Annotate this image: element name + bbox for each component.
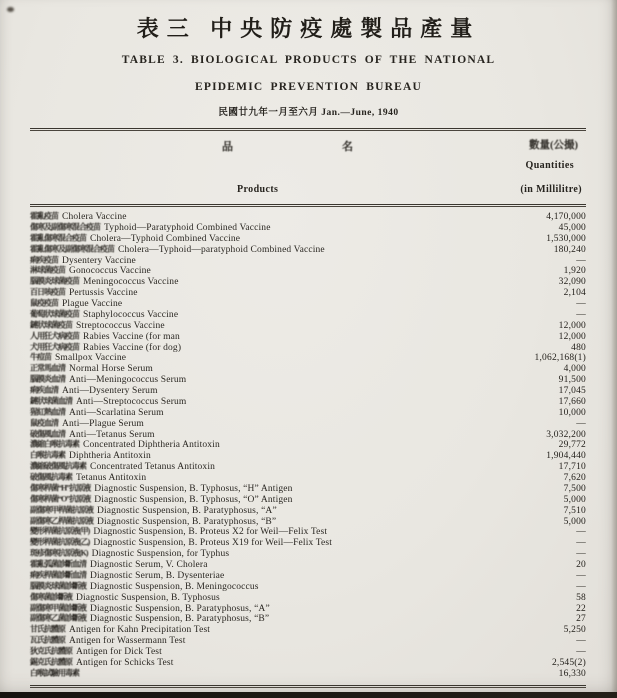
product-name-en: Streptococcus Vaccine bbox=[76, 320, 165, 331]
product-name-en: Anti—Streptococcus Serum bbox=[76, 396, 187, 407]
product-name-en: Diphtheria Antitoxin bbox=[69, 451, 151, 462]
quantity-value: 7,620 bbox=[563, 473, 586, 483]
product-name-en: Diagnostic Suspension, B. Typhosus, “O” Antigen bbox=[94, 494, 293, 505]
product-name-zh: 濃縮破傷風抗毒素 bbox=[30, 461, 86, 471]
quantity-value: 2,545(2) bbox=[551, 657, 586, 668]
product-name-en: Normal Horse Serum bbox=[69, 364, 153, 375]
page-title-en-line2: EPIDEMIC PREVENTION BUREAU bbox=[195, 81, 422, 93]
page-title-en-line1: TABLE 3. BIOLOGICAL PRODUCTS OF THE NATIONAL bbox=[121, 54, 496, 66]
product-name-zh: 傷寒桿菌“H”抗原液 bbox=[30, 483, 91, 493]
product-name-zh: 葡萄狀球菌疫苗 bbox=[30, 309, 79, 319]
product-name-en: Concentrated Tetanus Antitoxin bbox=[90, 462, 216, 473]
quantity-value: 1,904,440 bbox=[546, 451, 586, 462]
product-name-zh: 狄克氏抗體原 bbox=[30, 646, 72, 656]
table-row bbox=[30, 397, 586, 408]
quantity-value: 2,104 bbox=[563, 288, 586, 299]
table-row bbox=[30, 277, 586, 288]
table-row bbox=[30, 593, 586, 604]
product-name-en: Cholera—Typhoid Combined Vaccine bbox=[90, 233, 241, 244]
table-row bbox=[30, 364, 586, 375]
product-name-zh: 傷寒及副傷寒混合疫苗 bbox=[30, 222, 100, 232]
product-name-zh: 百日咳疫苗 bbox=[30, 287, 65, 297]
table-row bbox=[30, 538, 586, 549]
product-name-en: Antigen for Wassermann Test bbox=[69, 636, 186, 647]
table-rule-bottom bbox=[30, 685, 586, 688]
product-name-zh: 濃縮白喉抗毒素 bbox=[30, 439, 79, 449]
product-name-en: Meningococcus Vaccine bbox=[83, 277, 179, 288]
quantity-value: 17,660 bbox=[558, 396, 586, 407]
column-header-products: Products bbox=[237, 184, 279, 195]
table-row bbox=[30, 658, 586, 669]
product-name-zh: 腦膜炎血清 bbox=[30, 374, 65, 384]
product-name-zh: 人用狂犬病疫苗 bbox=[30, 331, 79, 341]
table-body bbox=[30, 212, 586, 680]
quantity-value: 3,032,200 bbox=[546, 429, 586, 440]
quantity-value: 180,240 bbox=[553, 244, 586, 255]
product-name-en: Diagnostic Serum, B. Dysenteriae bbox=[90, 570, 225, 581]
table-rule-top bbox=[30, 128, 586, 131]
quantity-value: 7,500 bbox=[563, 483, 586, 494]
table-row bbox=[30, 440, 586, 451]
product-name-en: Staphylococcus Vaccine bbox=[83, 309, 179, 320]
page-title-zh: 表三 中央防疫處製品產量 bbox=[136, 16, 481, 41]
quantity-value: 1,530,000 bbox=[546, 233, 586, 244]
table-row bbox=[30, 582, 586, 593]
product-name-zh: 腦膜炎球菌疫苗 bbox=[30, 276, 79, 286]
table-row bbox=[30, 234, 586, 245]
table-row bbox=[30, 321, 586, 332]
column-header-qty-zh: 數量(公撮) bbox=[529, 140, 578, 151]
table-row bbox=[30, 386, 586, 397]
quantity-value: 22 bbox=[576, 603, 586, 614]
table-row bbox=[30, 375, 586, 386]
column-header-quantities: Quantities bbox=[525, 160, 574, 171]
product-name-zh: 鏈狀球菌血清 bbox=[30, 396, 72, 406]
product-name-en: Cholera—Typhoid—paratyphoid Combined Vaccine bbox=[118, 244, 325, 255]
product-name-en: Antigen for Kahn Precipitation Test bbox=[69, 625, 211, 636]
product-name-zh: 白喉試驗用毒素 bbox=[30, 668, 79, 678]
product-name-zh: 痢疾血清 bbox=[30, 385, 58, 395]
product-name-zh: 變形桿菌抗原液(甲) bbox=[30, 526, 90, 536]
product-name-en: Smallpox Vaccine bbox=[55, 353, 127, 364]
table-row bbox=[30, 256, 586, 267]
product-name-zh: 錫克氏抗體原 bbox=[30, 657, 72, 667]
quantity-value: 58 bbox=[576, 592, 586, 603]
product-name-zh: 腦膜炎球菌診斷液 bbox=[30, 581, 86, 591]
product-name-zh: 霍亂疫苗 bbox=[30, 211, 58, 221]
table-row bbox=[30, 625, 586, 636]
table-row bbox=[30, 614, 586, 625]
product-name-zh: 淋球菌疫苗 bbox=[30, 265, 65, 275]
quantity-value: — bbox=[576, 570, 586, 581]
product-name-en: Diagnostic Suspension, B. Typhosus bbox=[76, 592, 220, 603]
table-rule-header bbox=[30, 204, 586, 207]
product-name-en: Diagnostic Suspension, B. Proteus X19 for Weil—Felix Test bbox=[93, 538, 333, 549]
product-name-zh: 變形桿菌抗原液(乙) bbox=[30, 537, 90, 547]
product-name-zh: 副傷寒甲桿菌抗原液 bbox=[30, 505, 93, 515]
table-row bbox=[30, 451, 586, 462]
column-header-millilitre: (in Millilitre) bbox=[520, 184, 582, 195]
product-name-en: Anti—Dysentery Serum bbox=[62, 386, 158, 396]
table-row bbox=[30, 408, 586, 419]
product-name-zh: 鼠疫疫苗 bbox=[30, 298, 58, 308]
quantity-value: 20 bbox=[576, 560, 586, 570]
table-row bbox=[30, 332, 586, 343]
product-name-en: Gonococcus Vaccine bbox=[69, 266, 151, 277]
table-row bbox=[30, 484, 586, 495]
product-name-zh: 霍亂弧菌診斷血清 bbox=[30, 559, 86, 569]
quantity-value: 16,330 bbox=[558, 668, 586, 679]
table-row bbox=[30, 353, 586, 364]
product-name-en: Plague Vaccine bbox=[62, 299, 123, 309]
period-line: 民國廿九年一月至六月 Jan.—June, 1940 bbox=[218, 108, 399, 118]
product-name-zh: 破傷風血清 bbox=[30, 429, 65, 438]
table-row bbox=[30, 245, 586, 256]
quantity-value: — bbox=[576, 299, 586, 309]
product-name-zh: 傷寒菌診斷液 bbox=[30, 592, 72, 602]
product-name-zh: 斑疹傷寒抗原液(K) bbox=[30, 548, 88, 558]
quantity-value: 10,000 bbox=[558, 407, 586, 418]
product-name-en: Antigen for Dick Test bbox=[76, 647, 162, 657]
product-name-zh: 霍亂傷寒混合疫苗 bbox=[30, 233, 86, 243]
product-name-en: Anti—Scarlatina Serum bbox=[69, 407, 164, 418]
product-name-en: Dysentery Vaccine bbox=[62, 255, 136, 266]
product-name-zh: 鏈狀球菌疫苗 bbox=[30, 320, 72, 330]
table-row bbox=[30, 560, 586, 571]
quantity-value: 480 bbox=[571, 342, 586, 353]
table-row bbox=[30, 495, 586, 506]
product-name-en: Cholera Vaccine bbox=[62, 212, 127, 222]
product-name-en: Anti—Tetanus Serum bbox=[69, 429, 155, 440]
product-name-zh: 牛痘苗 bbox=[30, 352, 51, 362]
table-row bbox=[30, 549, 586, 560]
quantity-value: — bbox=[576, 549, 586, 560]
table-row bbox=[30, 266, 586, 277]
quantity-value: — bbox=[576, 255, 586, 266]
product-name-en: Tetanus Antitoxin bbox=[76, 473, 147, 483]
table-row bbox=[30, 506, 586, 517]
quantity-value: 27 bbox=[576, 614, 586, 625]
product-name-zh: 副傷寒乙桿菌抗原液 bbox=[30, 516, 93, 525]
product-name-zh: 瓦氏抗體原 bbox=[30, 635, 65, 645]
product-name-en: Antigen for Schicks Test bbox=[76, 657, 174, 668]
column-header-name-zh-right: 名 bbox=[342, 141, 353, 153]
product-name-zh: 副傷寒甲菌診斷液 bbox=[30, 603, 86, 612]
table-row bbox=[30, 212, 586, 223]
product-name-en: Rabies Vaccine (for dog) bbox=[83, 342, 182, 353]
product-name-zh: 痢疾疫苗 bbox=[30, 255, 58, 264]
product-name-en: Diagnostic Suspension, B. Typhosus, “H” Antigen bbox=[94, 483, 293, 494]
table-row bbox=[30, 527, 586, 538]
product-name-zh: 白喉抗毒素 bbox=[30, 450, 65, 460]
quantity-value: 45,000 bbox=[558, 222, 586, 233]
quantity-value: 7,510 bbox=[563, 505, 586, 516]
table-row bbox=[30, 343, 586, 354]
product-name-en: Diagnostic Suspension, B. Paratyphosus, “B” bbox=[97, 516, 277, 527]
quantity-value: 5,000 bbox=[563, 494, 586, 505]
table-row bbox=[30, 223, 586, 234]
table-row bbox=[30, 419, 586, 430]
product-name-zh: 副傷寒乙菌診斷液 bbox=[30, 613, 86, 623]
quantity-value: 12,000 bbox=[558, 331, 586, 342]
table-header bbox=[30, 132, 586, 204]
product-name-en: Rabies Vaccine (for man bbox=[83, 331, 180, 342]
table-row bbox=[30, 310, 586, 321]
product-name-zh: 犬用狂犬病疫苗 bbox=[30, 342, 79, 351]
quantity-value: 12,000 bbox=[558, 320, 586, 331]
product-name-en: Concentrated Diphtheria Antitoxin bbox=[83, 440, 220, 451]
product-name-en: Diagnostic Suspension, B. Meningococcus bbox=[90, 581, 259, 592]
quantity-value: 1,920 bbox=[563, 266, 586, 277]
product-name-zh: 鼠疫血清 bbox=[30, 418, 58, 428]
quantity-value: — bbox=[576, 309, 586, 320]
product-name-en: Diagnostic Suspension, for Typhus bbox=[91, 549, 230, 560]
product-name-en: Diagnostic Suspension, B. Proteus X2 for Weil—Felix Test bbox=[93, 527, 328, 538]
product-name-en: Diagnostic Serum, V. Cholera bbox=[90, 560, 208, 570]
quantity-value: — bbox=[576, 538, 586, 549]
quantity-value: 17,045 bbox=[558, 386, 586, 396]
quantity-value: 91,500 bbox=[558, 375, 586, 386]
quantity-value: 32,090 bbox=[558, 277, 586, 288]
table-row bbox=[30, 299, 586, 310]
product-name-zh: 正常馬血清 bbox=[30, 363, 65, 373]
product-name-zh: 霍亂傷寒及副傷寒混合疫苗 bbox=[30, 244, 114, 254]
product-name-en: Diagnostic Suspension, B. Paratyphosus, “B” bbox=[90, 614, 270, 625]
product-name-zh: 破傷風抗毒素 bbox=[30, 472, 72, 482]
scan-bottom-edge bbox=[0, 692, 617, 698]
product-name-en: Diagnostic Suspension, B. Paratyphosus, “A” bbox=[97, 505, 277, 516]
quantity-value: 17,710 bbox=[558, 462, 586, 473]
quantity-value: 1,062,168(1) bbox=[534, 353, 586, 364]
product-name-en: Pertussis Vaccine bbox=[69, 288, 138, 299]
product-name-zh: 猩紅熱血清 bbox=[30, 407, 65, 417]
product-name-en: Anti—Plague Serum bbox=[62, 418, 144, 429]
product-name-zh: 甘氏抗體原 bbox=[30, 624, 65, 634]
table-row bbox=[30, 430, 586, 441]
quantity-value: 4,170,000 bbox=[546, 212, 586, 222]
product-name-zh: 痢疾桿菌診斷血清 bbox=[30, 570, 86, 580]
quantity-value: — bbox=[576, 581, 586, 592]
quantity-value: — bbox=[576, 636, 586, 647]
table-row bbox=[30, 571, 586, 582]
quantity-value: — bbox=[576, 418, 586, 429]
product-name-en: Anti—Meningococcus Serum bbox=[69, 375, 187, 386]
table-row bbox=[30, 647, 586, 658]
quantity-value: — bbox=[576, 647, 586, 657]
table-row bbox=[30, 288, 586, 299]
table-row bbox=[30, 636, 586, 647]
product-name-en: Diagnostic Suspension, B. Paratyphosus, “A” bbox=[90, 603, 270, 614]
table-row bbox=[30, 462, 586, 473]
quantity-value: — bbox=[576, 527, 586, 538]
quantity-value: 29,772 bbox=[558, 440, 586, 451]
column-header-name-zh-left: 品 bbox=[222, 141, 233, 153]
product-name-zh: 傷寒桿菌“O”抗原液 bbox=[30, 494, 91, 504]
product-name-en: Typhoid—Paratyphoid Combined Vaccine bbox=[104, 222, 271, 233]
table-row bbox=[30, 669, 586, 680]
quantity-value: 5,250 bbox=[563, 625, 586, 636]
quantity-value: 5,000 bbox=[563, 516, 586, 527]
table-row bbox=[30, 473, 586, 484]
table-row bbox=[30, 517, 586, 528]
table-row bbox=[30, 604, 586, 615]
quantity-value: 4,000 bbox=[563, 364, 586, 375]
